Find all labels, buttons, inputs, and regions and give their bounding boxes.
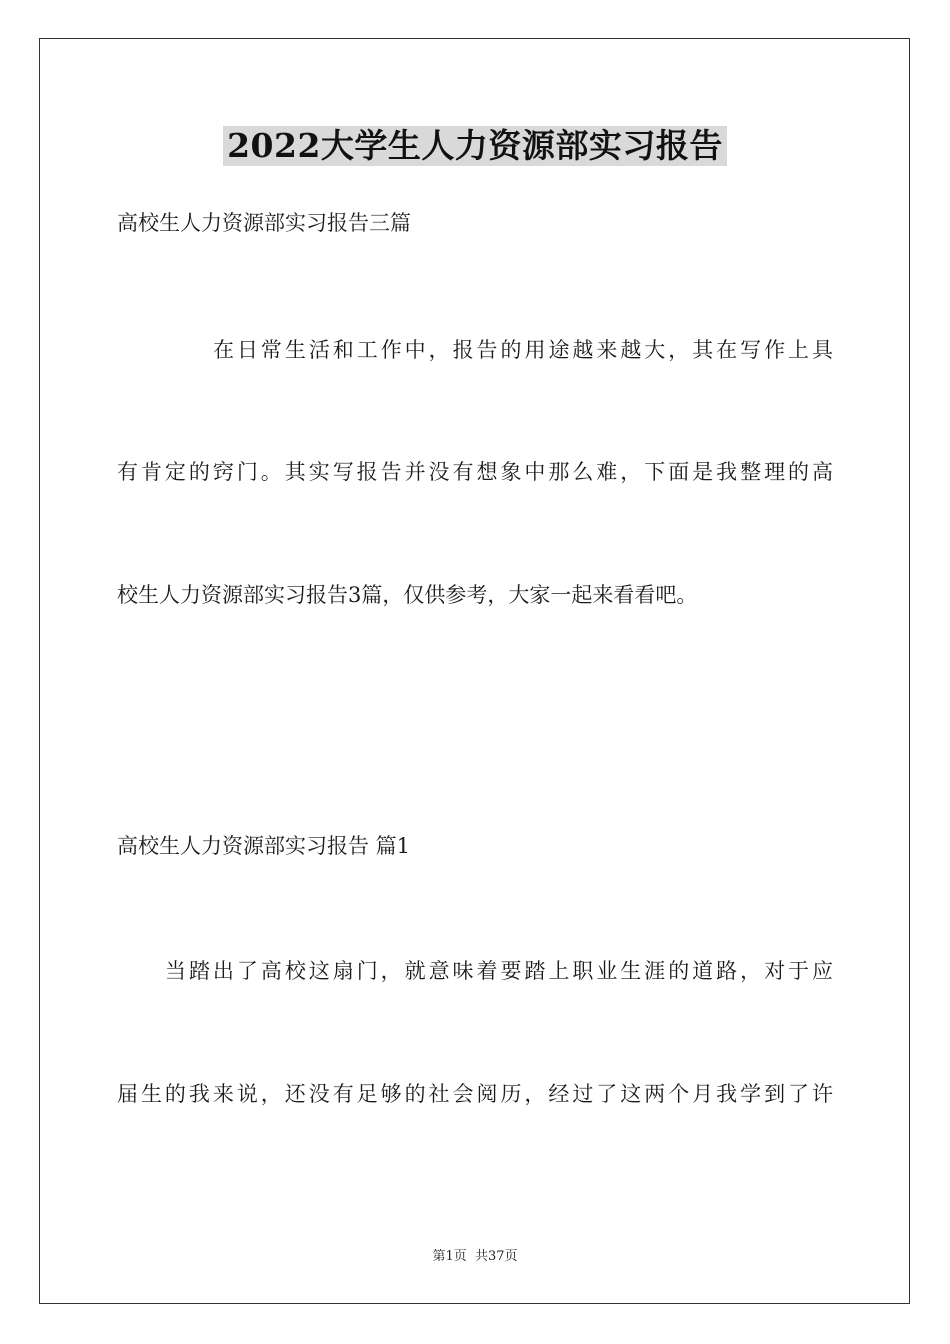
page-number: 第1页 [432, 1249, 467, 1264]
document-title: 2022大学生人力资源部实习报告 [223, 126, 727, 166]
title-container [0, 126, 950, 166]
section-line-2: 届生的我来说，还没有足够的社会阅历，经过了这两个月我学到了许 [117, 1082, 833, 1106]
intro-line-1: 在日常生活和工作中，报告的用途越来越大，其在写作上具 [213, 338, 833, 362]
section-heading: 高校生人力资源部实习报告 篇1 [117, 834, 411, 858]
intro-line-3: 校生人力资源部实习报告3篇，仅供参考，大家一起来看看吧。 [117, 583, 698, 607]
page-footer [0, 1245, 950, 1264]
page-total: 共37页 [474, 1249, 518, 1264]
intro-line-2: 有肯定的窍门。其实写报告并没有想象中那么难，下面是我整理的高 [117, 460, 833, 484]
document-subtitle: 高校生人力资源部实习报告三篇 [117, 211, 411, 235]
section-line-1: 当踏出了高校这扇门，就意味着要踏上职业生涯的道路，对于应 [165, 959, 833, 983]
